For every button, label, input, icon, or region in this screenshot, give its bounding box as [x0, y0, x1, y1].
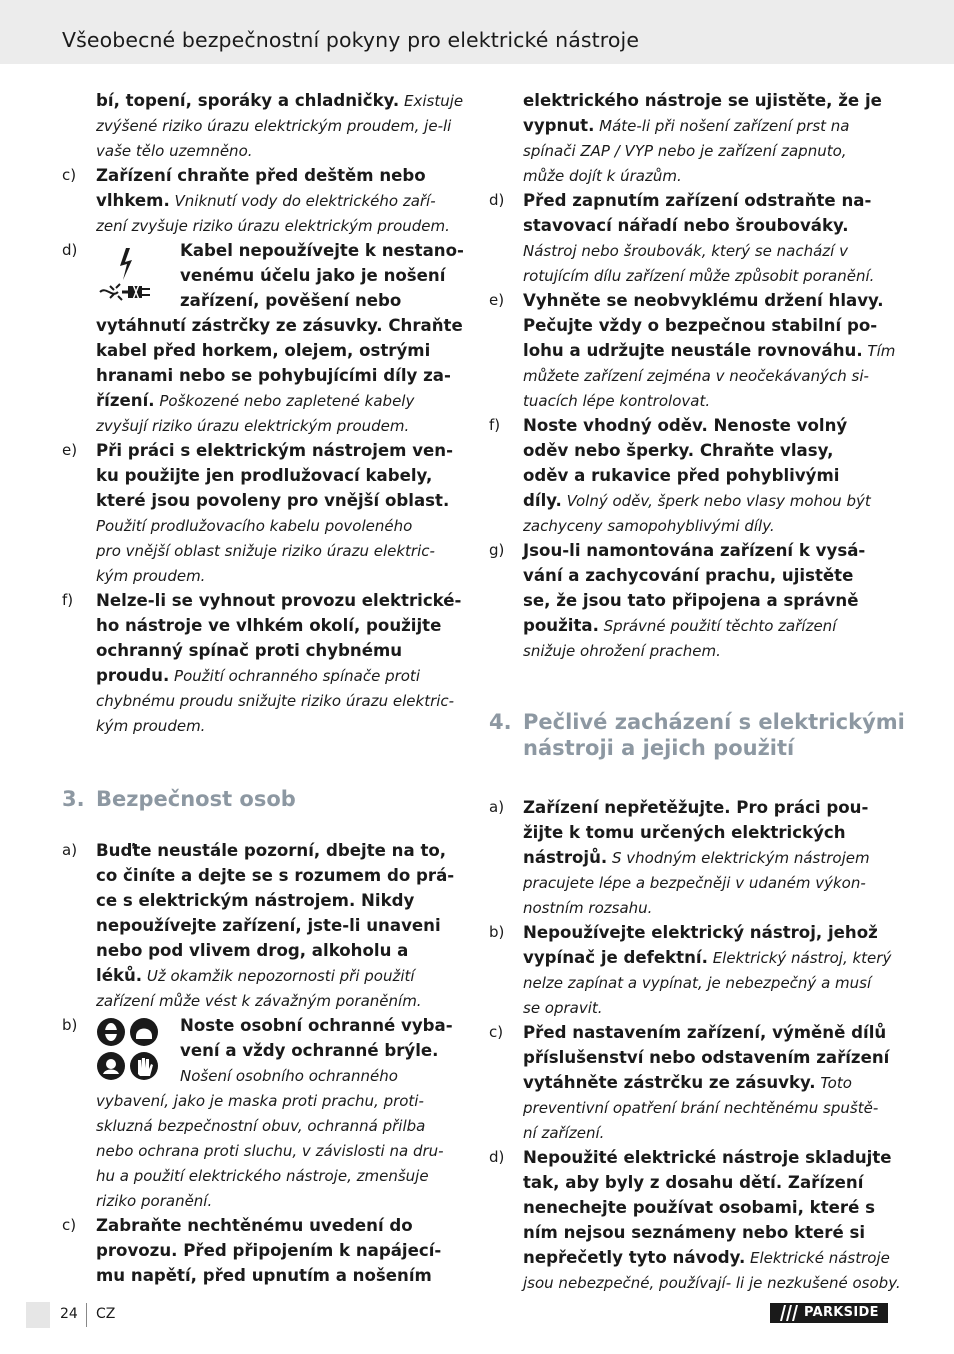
italic-text: Existuje — [399, 92, 464, 110]
bold-text: Zařízení nepřetěžujte. Pro práci pou- — [523, 798, 869, 817]
header-bar — [0, 0, 954, 64]
logo-stripes-icon — [776, 1305, 800, 1323]
italic-text: nelze zapínat a vypínat, je nebezpečný a musí — [523, 974, 872, 992]
italic-text: Máte-li při nošení zařízení prst na — [594, 117, 850, 135]
bold-text: vení a vždy ochranné brýle. — [180, 1041, 439, 1060]
right-column — [489, 88, 905, 1295]
bold-text: Před nastavením zařízení, výměně dílů — [523, 1023, 887, 1042]
logo-text: PARKSIDE — [804, 1305, 879, 1320]
left-column — [62, 88, 464, 1288]
bold-text: ho nástroje ve vlhkém okolí, použijte — [96, 616, 442, 635]
bold-text: Kabel nepoužívejte k nestano- — [180, 241, 464, 260]
bold-text: ku použijte jen prodlužovací kabely, — [96, 466, 433, 485]
list-item — [62, 163, 450, 238]
italic-text: spínači ZAP / VYP nebo je zařízení zapnuto, — [523, 142, 847, 160]
section-heading — [62, 786, 442, 816]
bold-text: příslušenství nebo odstavením zařízení — [523, 1048, 890, 1067]
item-label: c) — [489, 1023, 504, 1041]
list-item — [62, 838, 455, 1013]
italic-text: jsou nebezpečné, používají- li je nezkušené osoby. — [523, 1274, 901, 1292]
bold-text: oděv nebo šperky. Chraňte vlasy, — [523, 441, 834, 460]
bold-text: oděv a rukavice před pohyblivými — [523, 466, 840, 485]
text-line — [62, 88, 464, 113]
bold-text: ním nejsou seznámeny nebo které si — [523, 1223, 866, 1242]
bold-text: vypnut. — [523, 116, 595, 135]
section-title: Bezpečnost osob — [96, 787, 296, 811]
italic-text: Nošení osobního ochranného — [180, 1067, 398, 1085]
footer-divider — [86, 1303, 87, 1327]
item-label: d) — [62, 241, 78, 259]
italic-text: můžete zařízení zejména v neočekávaných si- — [523, 367, 869, 385]
bold-text: Nelze-li se vyhnout provozu elektrické- — [96, 591, 462, 610]
section-number: 3. — [62, 787, 85, 811]
language-code: CZ — [96, 1306, 116, 1322]
italic-text: zení zvyšuje riziko úrazu elektrickým proudem. — [96, 217, 450, 235]
italic-text: Správné použití těchto zařízení — [598, 617, 837, 635]
item-label: a) — [62, 841, 78, 859]
list-item — [62, 1213, 442, 1288]
italic-text: S vhodným elektrickým nástrojem — [607, 849, 870, 867]
list-item — [489, 288, 894, 413]
italic-text: Tím — [862, 342, 896, 360]
bold-text: Noste osobní ochranné vyba- — [180, 1016, 453, 1035]
bold-text: Při práci s elektrickým nástrojem ven- — [96, 441, 454, 460]
bold-text: žijte k tomu určených elektrických — [523, 823, 846, 842]
protective-equipment-icons — [96, 1016, 160, 1086]
list-item — [489, 188, 894, 288]
list-item — [62, 238, 464, 438]
item-label: e) — [489, 291, 505, 309]
bold-text: použita. — [523, 616, 599, 635]
bold-text: co činíte a dejte se s rozumem do prá- — [96, 866, 455, 885]
bold-text: vytáhnutí zástrčky ze zásuvky. Chraňte — [96, 316, 463, 335]
bold-text: Buďte neustále pozorní, dbejte na to, — [96, 841, 447, 860]
list-item — [62, 588, 462, 738]
italic-text: kým proudem. — [96, 567, 206, 585]
item-label: b) — [62, 1016, 78, 1034]
italic-text: kým proudem. — [96, 717, 206, 735]
electric-plug-warning-icon — [96, 242, 158, 312]
item-label: b) — [489, 923, 505, 941]
bold-text: nenechejte používat osobami, které s — [523, 1198, 875, 1217]
bold-text: nebo pod vlivem drog, alkoholu a — [96, 941, 409, 960]
section-title-line: nástroji a jejich použití — [523, 736, 795, 760]
italic-text: ní zařízení. — [523, 1124, 605, 1142]
italic-text: může dojít k úrazům. — [523, 167, 682, 185]
italic-text: Volný oděv, šperk nebo vlasy mohou být — [561, 492, 871, 510]
italic-text: snižuje ohrožení prachem. — [523, 642, 721, 660]
bold-text: hranami nebo se pohybujícími díly za- — [96, 366, 451, 385]
list-item — [489, 920, 894, 1020]
bold-text: bí, topení, sporáky a chladničky. — [96, 91, 400, 110]
italic-text: chybnému proudu snižujte riziko úrazu elektric- — [96, 692, 455, 710]
item-label: a) — [489, 798, 505, 816]
section-heading — [489, 709, 905, 761]
item-label: d) — [489, 191, 505, 209]
section-number: 4. — [489, 710, 512, 734]
italic-text: Už okamžik nepozornosti při použití — [142, 967, 415, 985]
bold-text: proudu. — [96, 666, 170, 685]
bold-text: vání a zachycování prachu, ujistěte — [523, 566, 854, 585]
list-item — [62, 1013, 453, 1213]
italic-text: se opravit. — [523, 999, 603, 1017]
italic-text: zvyšují riziko úrazu elektrickým proudem. — [96, 417, 410, 435]
italic-text: vaše tělo uzemněno. — [96, 142, 253, 160]
text-line — [62, 113, 452, 138]
bold-text: Zabraňte nechtěnému uvedení do — [96, 1216, 413, 1235]
item-label: e) — [62, 441, 78, 459]
bold-text: ochranný spínač proti chybnému — [96, 641, 403, 660]
item-label: c) — [62, 166, 77, 184]
bold-text: vlhkem. — [96, 191, 170, 210]
italic-text: Použití prodlužovacího kabelu povoleného — [96, 517, 413, 535]
brand-logo — [770, 1303, 888, 1323]
italic-text: vybavení, jako je maska proti prachu, proti- — [96, 1092, 424, 1110]
bold-text: nepřečetly tyto návody. — [523, 1248, 746, 1267]
bold-text: venému účelu jako je nošení — [180, 266, 446, 285]
bold-text: kabel před horkem, olejem, ostrými — [96, 341, 431, 360]
italic-text: pracujete lépe a bezpečněji v udaném výkon- — [523, 874, 866, 892]
bold-text: ce s elektrickým nástrojem. Nikdy — [96, 891, 415, 910]
italic-text: skluzná bezpečnostní obuv, ochranná přilba — [96, 1117, 426, 1135]
bold-text: Vyhněte se neobvyklému držení hlavy. — [523, 291, 884, 310]
bold-text: stavovací nářadí nebo šroubováky. — [523, 216, 849, 235]
list-item — [489, 795, 894, 920]
italic-text: Nástroj nebo šroubovák, který se nachází v — [523, 242, 848, 260]
bold-text: provozu. Před připojením k napájecí- — [96, 1241, 442, 1260]
item-label: g) — [489, 541, 505, 559]
italic-text: riziko poranění. — [96, 1192, 213, 1210]
bold-text: Pečujte vždy o bezpečnou stabilní po- — [523, 316, 878, 335]
italic-text: nostním rozsahu. — [523, 899, 653, 917]
bold-text: Nepoužité elektrické nástroje skladujte — [523, 1148, 892, 1167]
italic-text: tuacích lépe kontrolovat. — [523, 392, 711, 410]
page-title: Všeobecné bezpečnostní pokyny pro elektrické nástroje — [62, 28, 640, 52]
list-item — [489, 1020, 894, 1145]
italic-text: zachyceny samopohyblivými díly. — [523, 517, 775, 535]
italic-text: nebo ochrana proti sluchu, v závislosti na dru- — [96, 1142, 444, 1160]
bold-text: díly. — [523, 491, 562, 510]
bold-text: tak, aby byly z dosahu dětí. Zařízení — [523, 1173, 864, 1192]
list-item — [489, 413, 894, 538]
bold-text: řízení. — [96, 391, 155, 410]
bold-text: Nepoužívejte elektrický nástroj, jehož — [523, 923, 878, 942]
bold-text: se, že jsou tato připojena a správně — [523, 591, 859, 610]
item-label: c) — [62, 1216, 77, 1234]
item-label: f) — [62, 591, 74, 609]
bold-text: lohu a udržujte neustále rovnováhu. — [523, 341, 863, 360]
bold-text: mu napětí, před upnutím a nošením — [96, 1266, 432, 1285]
italic-text: zařízení může vést k závažným poraněním. — [96, 992, 422, 1010]
bold-text: elektrického nástroje se ujistěte, že je — [523, 91, 882, 110]
italic-text: Použití ochranného spínače proti — [169, 667, 420, 685]
italic-text: rotujícím dílu zařízení může způsobit poranění. — [523, 267, 875, 285]
italic-text: Poškozené nebo zapletené kabely — [154, 392, 415, 410]
italic-text: Vniknutí vody do elektrického zaří- — [169, 192, 436, 210]
bold-text: léků. — [96, 966, 143, 985]
item-label: d) — [489, 1148, 505, 1166]
italic-text: zvýšené riziko úrazu elektrickým proudem, je-li — [96, 117, 452, 135]
bold-text: Jsou-li namontována zařízení k vysá- — [523, 541, 866, 560]
text-line — [62, 138, 442, 163]
page-number: 24 — [60, 1306, 78, 1322]
italic-text: pro vnější oblast snižuje riziko úrazu elektric- — [96, 542, 435, 560]
list-item — [489, 538, 894, 663]
footer-marker — [26, 1302, 50, 1328]
list-item — [489, 1145, 901, 1295]
list-item — [62, 438, 454, 588]
bold-text: nepoužívejte zařízení, jste-li unaveni — [96, 916, 441, 935]
italic-text: Toto — [815, 1074, 852, 1092]
item-label: f) — [489, 416, 501, 434]
bold-text: zařízení, pověšení nebo — [180, 291, 402, 310]
bold-text: které jsou povoleny pro vnější oblast. — [96, 491, 450, 510]
bold-text: Před zapnutím zařízení odstraňte na- — [523, 191, 872, 210]
italic-text: Elektrické nástroje — [745, 1249, 890, 1267]
section-title-line: Pečlivé zacházení s elektrickými — [523, 710, 905, 734]
italic-text: Elektrický nástroj, který — [707, 949, 892, 967]
bold-text: nástrojů. — [523, 848, 608, 867]
bold-text: Zařízení chraňte před deštěm nebo — [96, 166, 426, 185]
italic-text: preventivní opatření brání nechtěnému spuště- — [523, 1099, 879, 1117]
italic-text: hu a použití elektrického nástroje, zmenšuje — [96, 1167, 429, 1185]
bold-text: Noste vhodný oděv. Nenoste volný — [523, 416, 848, 435]
bold-text: vypínač je defektní. — [523, 948, 708, 967]
bold-text: vytáhněte zástrčku ze zásuvky. — [523, 1073, 816, 1092]
